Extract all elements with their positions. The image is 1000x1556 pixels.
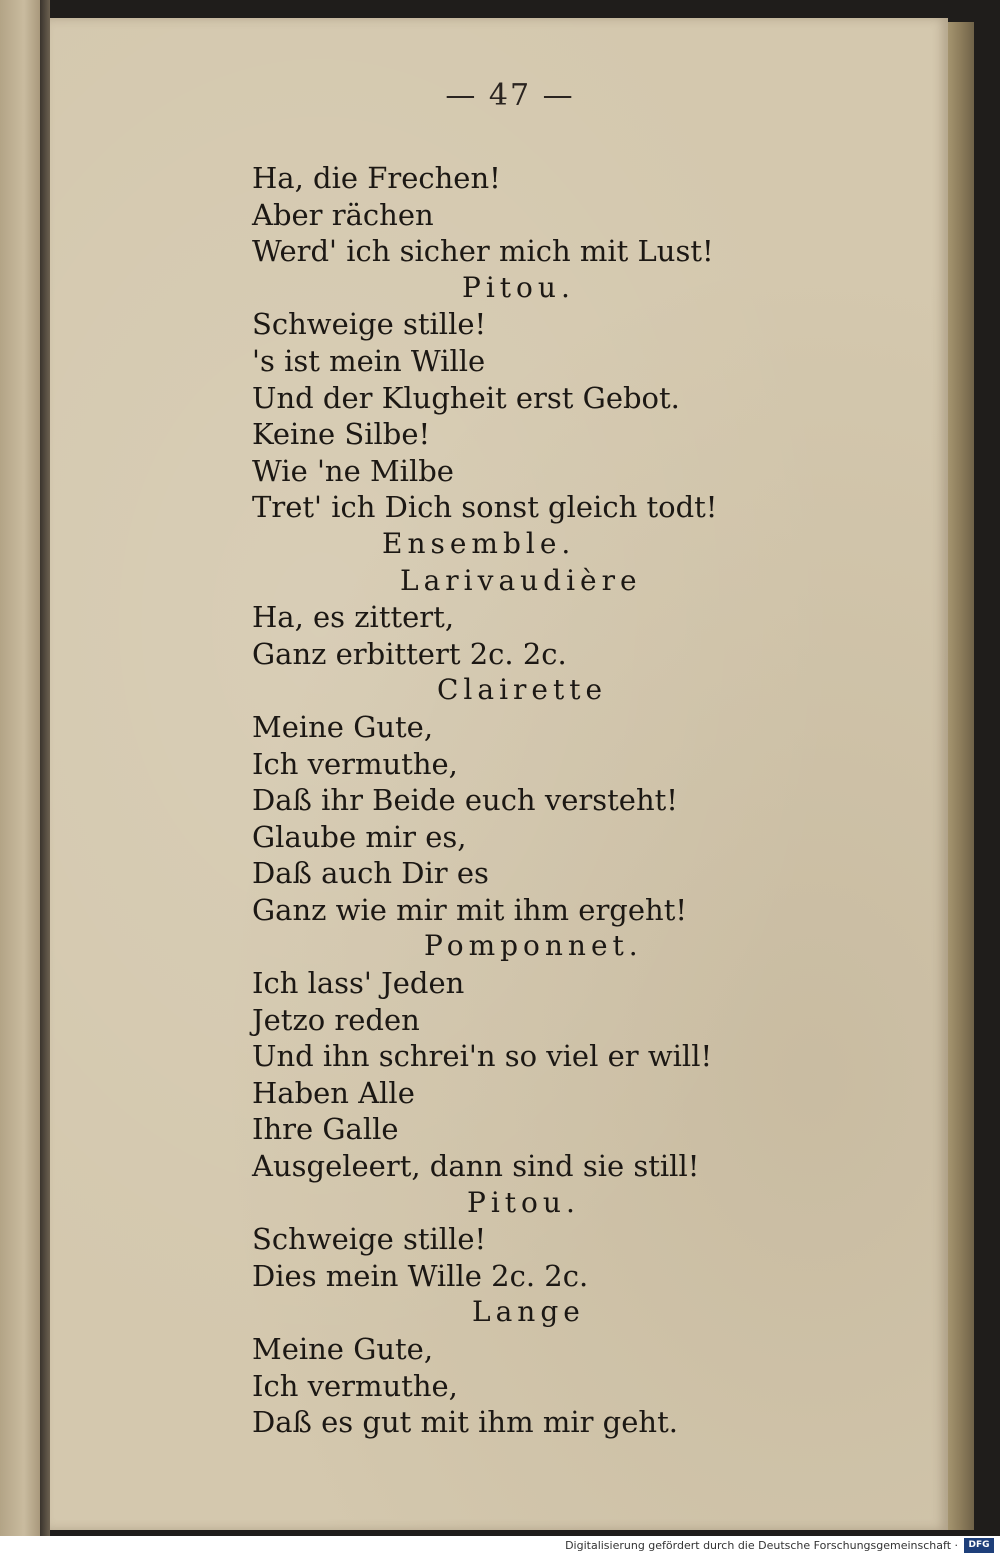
verse-line: Und ihn schrei'n so viel er will! (252, 1039, 713, 1074)
verse-line: Dies mein Wille 2c. 2c. (252, 1258, 589, 1293)
page-number: — 47 — (445, 78, 575, 113)
verse-line: Ganz wie mir mit ihm ergeht! (252, 892, 688, 927)
speaker-name: Pomponnet. (424, 929, 643, 963)
verse-line: Jetzo reden (252, 1002, 420, 1037)
verse-line: 's ist mein Wille (252, 343, 486, 378)
speaker-name: Larivaudière (400, 563, 642, 597)
verse-line: Ganz erbittert 2c. 2c. (252, 636, 567, 671)
verse-line: Daß ihr Beide euch versteht! (252, 783, 678, 818)
page-stack-edge (948, 22, 974, 1530)
digitization-footer (0, 1536, 1000, 1556)
footer-credit: Digitalisierung gefördert durch die Deutsche Forschungsgemeinschaft · (565, 1539, 958, 1552)
verse-line: Meine Gute, (252, 709, 434, 744)
verse-line: Ich vermuthe, (252, 1368, 458, 1403)
verse-line: Daß es gut mit ihm mir geht. (252, 1405, 678, 1440)
speaker-name: Clairette (437, 673, 608, 707)
speaker-name: Lange (472, 1295, 585, 1329)
verse-line: Ha, die Frechen! (252, 161, 501, 195)
verse-line: Tret' ich Dich sonst gleich todt! (252, 490, 718, 525)
verse-line: Ha, es zittert, (252, 600, 455, 635)
verse-line: Daß auch Dir es (252, 856, 489, 891)
verse-line: Und der Klugheit erst Gebot. (252, 380, 680, 415)
verse-line: Wie 'ne Milbe (252, 453, 454, 488)
verse-line: Glaube mir es, (252, 819, 467, 854)
dfg-logo: DFG (964, 1538, 994, 1553)
verse-line: Schweige stille! (252, 307, 487, 342)
verse-line: Aber rächen (252, 197, 434, 232)
verse-line: Keine Silbe! (252, 417, 431, 452)
verse-line: Ausgeleert, dann sind sie still! (252, 1149, 700, 1184)
verse-text-block (252, 160, 772, 1441)
verse-line: Ihre Galle (252, 1112, 399, 1147)
speaker-name: Pitou. (462, 270, 575, 304)
verse-line: Schweige stille! (252, 1222, 487, 1257)
verse-line: Ich lass' Jeden (252, 966, 465, 1001)
speaker-name: Ensemble. (382, 526, 576, 560)
verse-line: Haben Alle (252, 1075, 415, 1110)
verse-line: Meine Gute, (252, 1332, 434, 1366)
left-page-edge (0, 0, 40, 1536)
book-gutter (40, 0, 50, 1536)
verse-line: Ich vermuthe, (252, 746, 458, 781)
speaker-name: Pitou. (467, 1185, 580, 1219)
verse-line: Werd' ich sicher mich mit Lust! (252, 234, 714, 269)
